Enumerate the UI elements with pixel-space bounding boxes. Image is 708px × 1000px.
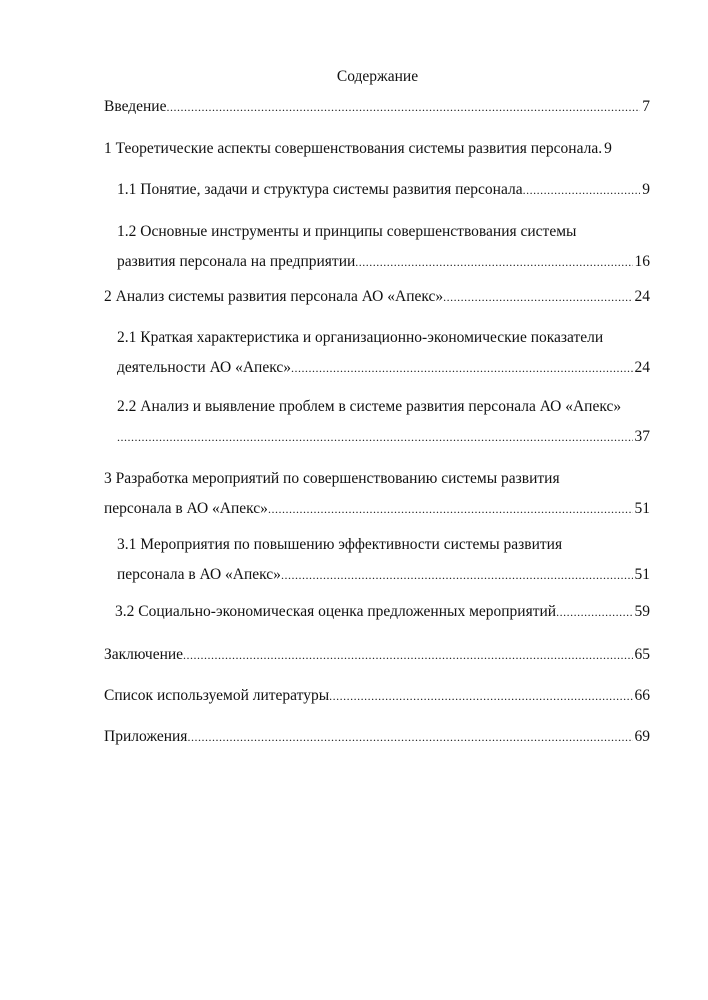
dot-leader — [183, 645, 632, 665]
toc-entry-title-line: 1.2 Основные инструменты и принципы совершенствования системы — [117, 223, 577, 240]
toc-entry-title: 3.2 Социально-экономическая оценка предложенных мероприятий — [115, 603, 557, 620]
toc-page-number: 24 — [634, 288, 650, 305]
toc-entry-title: деятельности АО «Апекс» — [117, 359, 291, 376]
toc-entry-title: 1.1 Понятие, задачи и структура системы развития персонала — [117, 181, 523, 198]
dot-leader — [556, 602, 632, 622]
toc-entry-references — [104, 686, 650, 706]
dot-leader — [291, 358, 633, 378]
toc-entry-title: Приложения — [104, 728, 188, 745]
toc-entry-appendices — [104, 727, 650, 747]
toc-entry-title: Список используемой литературы — [104, 687, 330, 704]
toc-page-number: 16 — [634, 253, 650, 270]
toc-entry-title: Введение — [104, 98, 167, 115]
dot-leader — [166, 97, 640, 117]
dot-leader — [329, 686, 632, 706]
toc-entry-chapter-3 — [104, 469, 650, 519]
toc-page-number: 9 — [642, 181, 650, 198]
toc-page-number: 51 — [634, 500, 650, 517]
toc-page-number: 59 — [634, 603, 650, 620]
toc-entry-section-2-2 — [104, 397, 650, 447]
toc-page-number: 37 — [634, 428, 650, 445]
toc-entry-chapter-2 — [104, 287, 650, 307]
dot-leader — [268, 499, 633, 519]
toc-title: Содержание — [336, 68, 419, 85]
toc-entry-title-line: 3.1 Мероприятия по повышению эффективности системы развития — [117, 536, 563, 553]
toc-page-number: 66 — [634, 687, 650, 704]
toc-entry-title: Заключение — [104, 646, 184, 663]
toc-page-number: 51 — [634, 566, 650, 583]
dot-leader — [443, 287, 632, 307]
toc-entry-section-3-2 — [104, 602, 650, 622]
dot-leader — [187, 727, 632, 747]
toc-entry-title: 1 Теоретические аспекты совершенствования системы развития персонала. — [104, 140, 603, 157]
toc-entry-title: персонала в АО «Апекс» — [104, 500, 268, 517]
toc-entry-section-3-1 — [104, 535, 650, 585]
toc-entry-title: развития персонала на предприятии — [117, 253, 356, 270]
toc-entry-section-1-1 — [104, 180, 650, 200]
dot-leader — [117, 427, 633, 447]
toc-page-number: 7 — [642, 98, 650, 115]
toc-entry-conclusion — [104, 645, 650, 665]
dot-leader — [355, 252, 632, 272]
toc-entry-title-line: 2.1 Краткая характеристика и организационно-экономические показатели — [117, 329, 604, 346]
toc-entry-chapter-1 — [104, 139, 650, 159]
toc-page-number: 9 — [604, 140, 612, 157]
dot-leader — [281, 565, 633, 585]
toc-page-number: 24 — [634, 359, 650, 376]
toc-entry-title-line: 2.2 Анализ и выявление проблем в системе развития персонала АО «Апекс» — [117, 398, 622, 415]
toc-entry-introduction — [104, 97, 650, 117]
toc-entry-title: персонала в АО «Апекс» — [117, 566, 281, 583]
toc-entry-section-1-2 — [104, 222, 650, 272]
toc-entry-title: 2 Анализ системы развития персонала АО «Апекс» — [104, 288, 444, 305]
toc-entry-title-line: 3 Разработка мероприятий по совершенствованию системы развития — [104, 470, 560, 487]
toc-page-number: 65 — [634, 646, 650, 663]
toc-page-number: 69 — [634, 728, 650, 745]
toc-entry-section-2-1 — [104, 328, 650, 378]
dot-leader — [523, 180, 641, 200]
